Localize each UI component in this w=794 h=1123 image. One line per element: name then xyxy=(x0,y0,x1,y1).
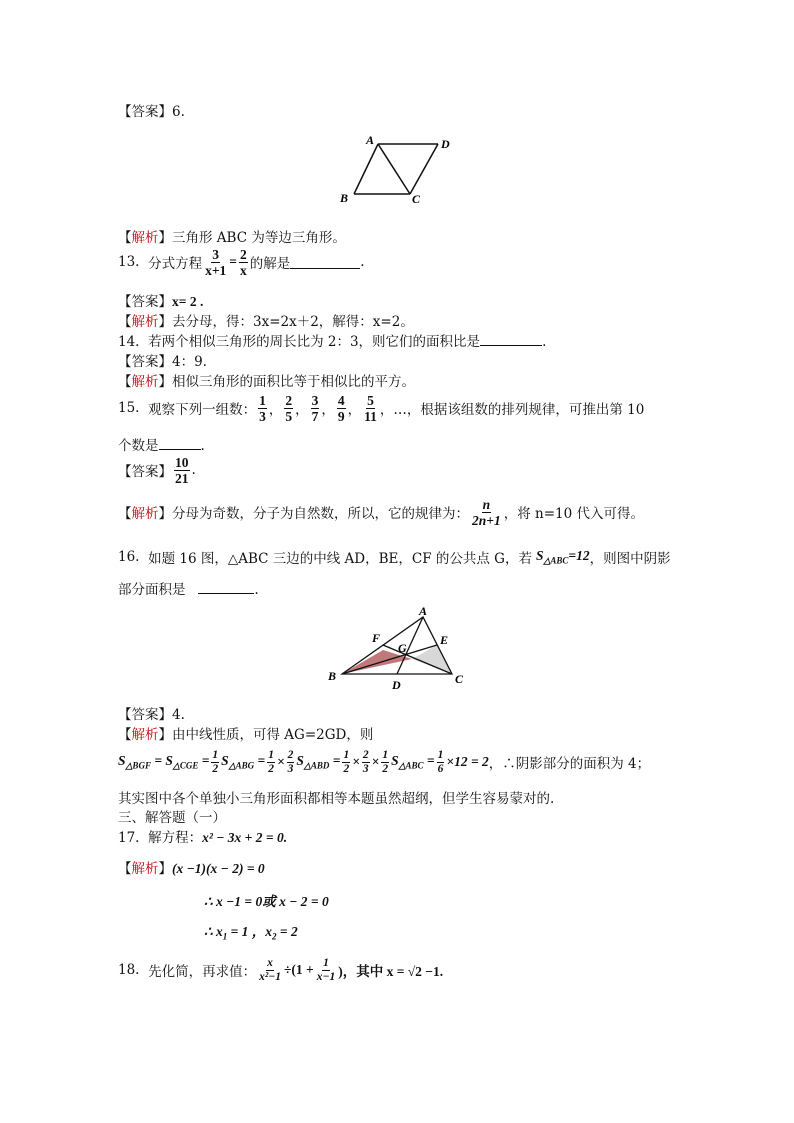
q12-answer: 【答案】6. xyxy=(118,104,185,120)
label-f: F xyxy=(372,631,381,645)
label-a: A xyxy=(366,133,375,147)
rhombus-lines xyxy=(354,144,438,194)
q15-fraction: 5 11 xyxy=(364,392,377,424)
q13-analysis: 【解析】去分母，得：3x=2x＋2，解得：x=2。 xyxy=(118,314,414,330)
q13-fraction-1: $\frac{3}{x+1}$ xyxy=(205,246,227,278)
q16-blank xyxy=(198,581,254,594)
q17-question: 17. 解方程：x² − 3x + 2 = 0. xyxy=(118,830,288,846)
q13-question: 13. 分式方程 $\frac{3}{x+1}$ = $\frac{2}{x}$ 的解是 . xyxy=(118,246,365,278)
q15-fraction: 4 9 xyxy=(337,392,345,424)
q13-blank xyxy=(290,256,360,269)
label-d: D xyxy=(441,137,450,151)
q13-answer: 【答案】x= 2 . xyxy=(118,294,204,310)
q18-fraction-2: $\frac{1}{x-1}$ xyxy=(316,956,336,983)
q15-answer: 【答案】 10 21 . xyxy=(118,454,196,486)
rhombus-figure xyxy=(330,128,470,208)
q14-question: 14. 若两个相似三角形的周长比为 2：3，则它们的面积比是 . xyxy=(118,334,547,350)
q14-blank xyxy=(480,333,542,346)
label-g: G xyxy=(398,641,407,655)
q15-answer-fraction: 10 21 xyxy=(175,454,189,486)
q17-analysis: 【解析】(x −1)(x − 2) = 0 xyxy=(118,861,265,877)
label-a: A xyxy=(419,604,428,618)
triangle-medians-figure xyxy=(320,600,480,695)
q15-question: 15. 观察下列一组数： 1 3 ， 2 5 ， 3 7 ， 4 9 ， 5 11 ， …，根据该组数的排列规律，可推出第 10 xyxy=(118,392,645,424)
q15-fraction: 2 5 xyxy=(285,392,293,424)
label-b: B xyxy=(328,669,337,683)
q16-analysis: 【解析】由中线性质，可得 AG=2GD，则 xyxy=(118,727,374,743)
q17-step2: ∴ x −1 = 0或 x − 2 = 0 xyxy=(204,894,329,909)
q16-area-formula: $S_{\triangle BGF} = S_{\triangle CGE}$ = $\frac{1}{2}$ $S_{\triangle ABG}$ = $\frac{1}{2}$ × $\frac{2}{3}$ $S_{\triangle ABD}$ = $\frac{1}{2}$ × $\frac{2}{3}$ × $\frac{1}{2}$ $S_{\triangle ABC}$ = $\frac{1}{6}$ ×12 = 2 ，∴阴影部分的面积为 4； xyxy=(118,748,651,775)
q18-question: 18. 先化简，再求值： $\frac{x}{\text{x²−1}}$ ÷(1 + $\frac{1}{x-1}$ )，其中 x = √2 −1. xyxy=(118,956,444,983)
q15-fraction: 1 3 xyxy=(259,392,266,424)
q15-fraction: 3 7 xyxy=(311,392,319,424)
label-b: B xyxy=(340,191,349,205)
q16-question-line2: 部分面积是 . xyxy=(118,582,259,598)
q15-rule-fraction: n 2n+1 xyxy=(472,496,501,528)
q15-blank xyxy=(159,437,201,450)
section-title: 三、解答题（一） xyxy=(118,810,226,826)
q14-analysis: 【解析】相似三角形的面积比等于相似比的平方。 xyxy=(118,374,415,390)
label-e: E xyxy=(440,633,449,647)
q13-fraction-2: $\frac{2}{x}$ xyxy=(239,246,247,278)
q16-note: 其实图中各个单独小三角形面积都相等本题虽然超纲，但学生容易蒙对的. xyxy=(118,791,555,807)
label-c: C xyxy=(412,192,421,206)
q14-answer: 【答案】4：9. xyxy=(118,354,207,370)
label-c: C xyxy=(455,672,464,686)
q16-answer: 【答案】4. xyxy=(118,707,185,723)
q15-analysis: 【 解析 】 分母为奇数，分子为自然数，所以，它的规律为： n 2n+1 ，将 n=10 代入可得。 xyxy=(118,496,644,528)
label-d: D xyxy=(392,678,401,692)
q15-question-line2: 个数是 . xyxy=(118,438,205,454)
q16-question: 16. 如题 16 图，△ABC 三边的中线 AD，BE，CF 的公共点 G，若 $S_{\triangle ABC}=12$ ，则图中阴影 xyxy=(118,547,671,567)
q12-analysis: 【解析】三角形 ABC 为等边三角形。 xyxy=(118,230,346,246)
q18-fraction-1: $\frac{x}{\text{x²−1}}$ xyxy=(259,956,281,983)
q17-step3: ∴ $x_1 = 1$ ，$x_2 = 2$ xyxy=(204,924,298,942)
